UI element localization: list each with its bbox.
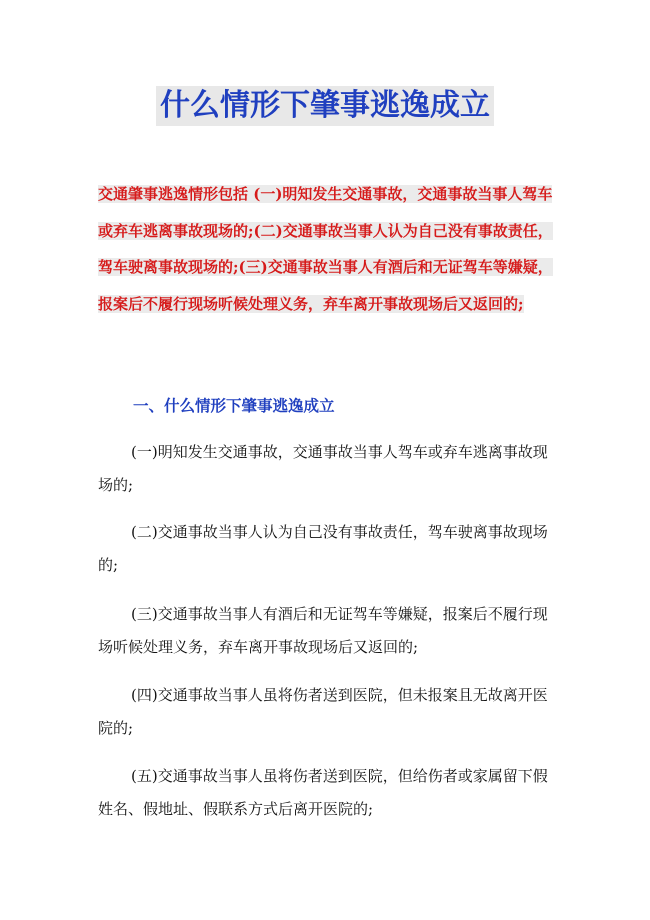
paragraph-2: (二)交通事故当事人认为自己没有事故责任，驾车驶离事故现场的; [98,523,548,574]
section-heading: 一、什么情形下肇事逃逸成立 [133,396,335,415]
paragraph-3: (三)交通事故当事人有酒后和无证驾车等嫌疑，报案后不履行现场听候处理义务，弃车离开事故现场后又返回的; [98,605,548,656]
title-container [0,86,650,126]
summary-text: 交通肇事逃逸情形包括 (一)明知发生交通事故，交通事故当事人驾车或弃车逃离事故现场的;(二)交通事故当事人认为自己没有事故责任，驾车驶离事故现场的;(三)交通事故当事人有酒后和无证驾车等嫌疑，报案后不履行现场听候处理义务，弃车离开事故现场后又返回的; [98,185,553,313]
paragraph-1: (一)明知发生交通事故，交通事故当事人驾车或弃车逃离事故现场的; [98,443,548,494]
page-title: 什么情形下肇事逃逸成立 [156,86,494,126]
paragraph-4: (四)交通事故当事人虽将伤者送到医院，但未报案且无故离开医院的; [98,686,548,737]
paragraph-5: (五)交通事故当事人虽将伤者送到医院，但给伤者或家属留下假姓名、假地址、假联系方式后离开医院的; [98,767,548,818]
summary-paragraph [98,176,553,322]
